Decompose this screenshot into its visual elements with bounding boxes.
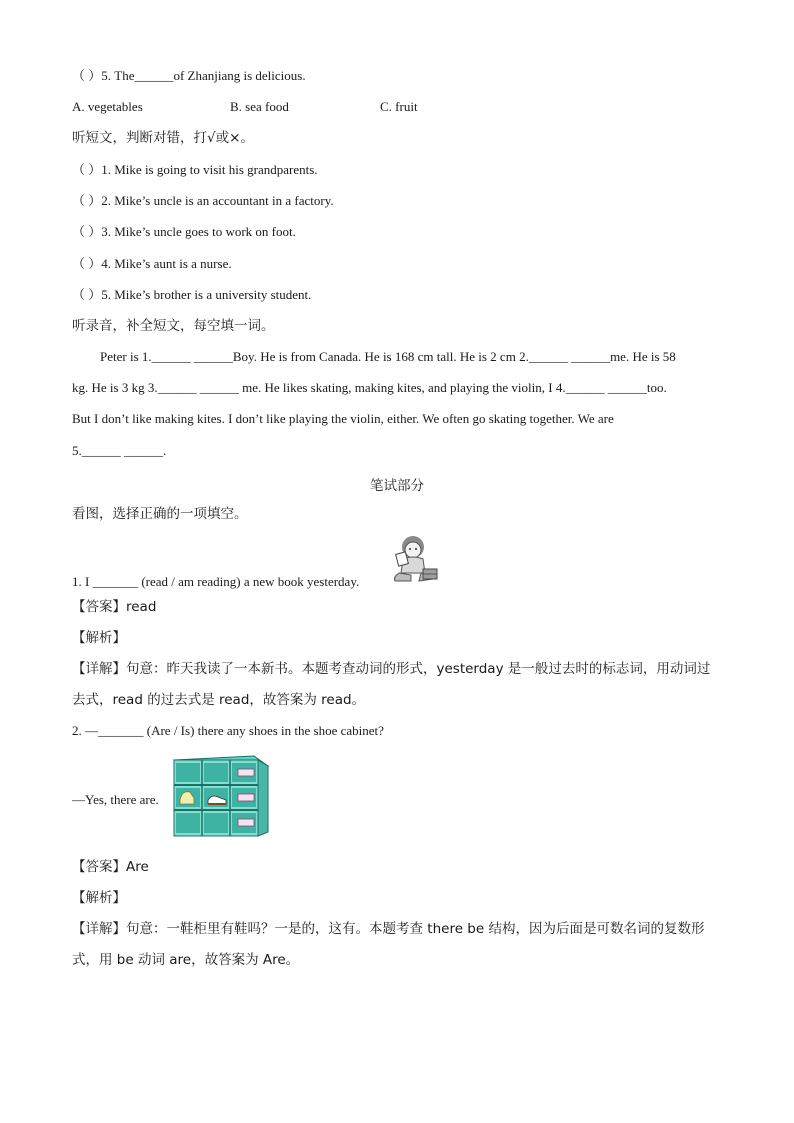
explanation-2-line-2: 式，用 be 动词 are，故答案为 Are。 bbox=[72, 952, 300, 968]
answer-2: 【答案】Are bbox=[72, 859, 149, 875]
shoe-cabinet-image bbox=[168, 750, 272, 842]
tf-item-1: （ ）1. Mike is going to visit his grandparents. bbox=[72, 162, 318, 177]
explanation-1-line-2: 去式，read 的过去式是 read，故答案为 read。 bbox=[72, 692, 366, 708]
passage-line-2: kg. He is 3 kg 3.______ ______ me. He likes skating, making kites, and playing the violin, I 4.______ ______too. bbox=[72, 380, 667, 395]
analysis-1-label: 【解析】 bbox=[72, 630, 126, 646]
passage-line-4: 5.______ ______. bbox=[72, 443, 167, 458]
option-a: A. vegetables bbox=[72, 99, 143, 114]
written-question-2: 2. —_______ (Are / Is) there any shoes in the shoe cabinet? bbox=[72, 723, 384, 738]
passage-line-3: But I don’t like making kites. I don’t like playing the violin, either. We often go skating together. We are bbox=[72, 411, 614, 426]
written-question-1: 1. I _______ (read / am reading) a new book yesterday. bbox=[72, 574, 360, 589]
fill-in-instruction: 听录音，补全短文，每空填一词。 bbox=[72, 318, 275, 334]
option-b: B. sea food bbox=[230, 99, 289, 114]
question-2-response: —Yes, there are. bbox=[72, 792, 159, 807]
analysis-2-label: 【解析】 bbox=[72, 890, 126, 906]
tf-item-3: （ ）3. Mike’s uncle goes to work on foot. bbox=[72, 224, 296, 239]
explanation-2-line-1: 【详解】句意：一鞋柜里有鞋吗？一是的，这有。本题考查 there be 结构，因为后面是可数名词的复数形 bbox=[72, 921, 705, 937]
boy-reading-image bbox=[385, 533, 443, 585]
tf-item-4: （ ）4. Mike’s aunt is a nurse. bbox=[72, 256, 232, 271]
tf-item-2: （ ）2. Mike’s uncle is an accountant in a factory. bbox=[72, 193, 334, 208]
passage-line-1: Peter is 1.______ ______Boy. He is from Canada. He is 168 cm tall. He is 2 cm 2.______ ______me. He is 58 bbox=[100, 349, 676, 364]
tf-item-5: （ ）5. Mike’s brother is a university student. bbox=[72, 287, 312, 302]
true-false-instruction: 听短文，判断对错，打√或×。 bbox=[72, 130, 254, 146]
picture-instruction: 看图，选择正确的一项填空。 bbox=[72, 506, 248, 522]
answer-1: 【答案】read bbox=[72, 599, 157, 615]
section-title: 笔试部分 bbox=[370, 478, 424, 494]
explanation-1-line-1: 【详解】句意：昨天我读了一本新书。本题考查动词的形式，yesterday 是一般过去时的标志词，用动词过 bbox=[72, 661, 711, 677]
option-c: C. fruit bbox=[380, 99, 418, 114]
question-5-stem: （ ）5. The______of Zhanjiang is delicious. bbox=[72, 68, 306, 83]
